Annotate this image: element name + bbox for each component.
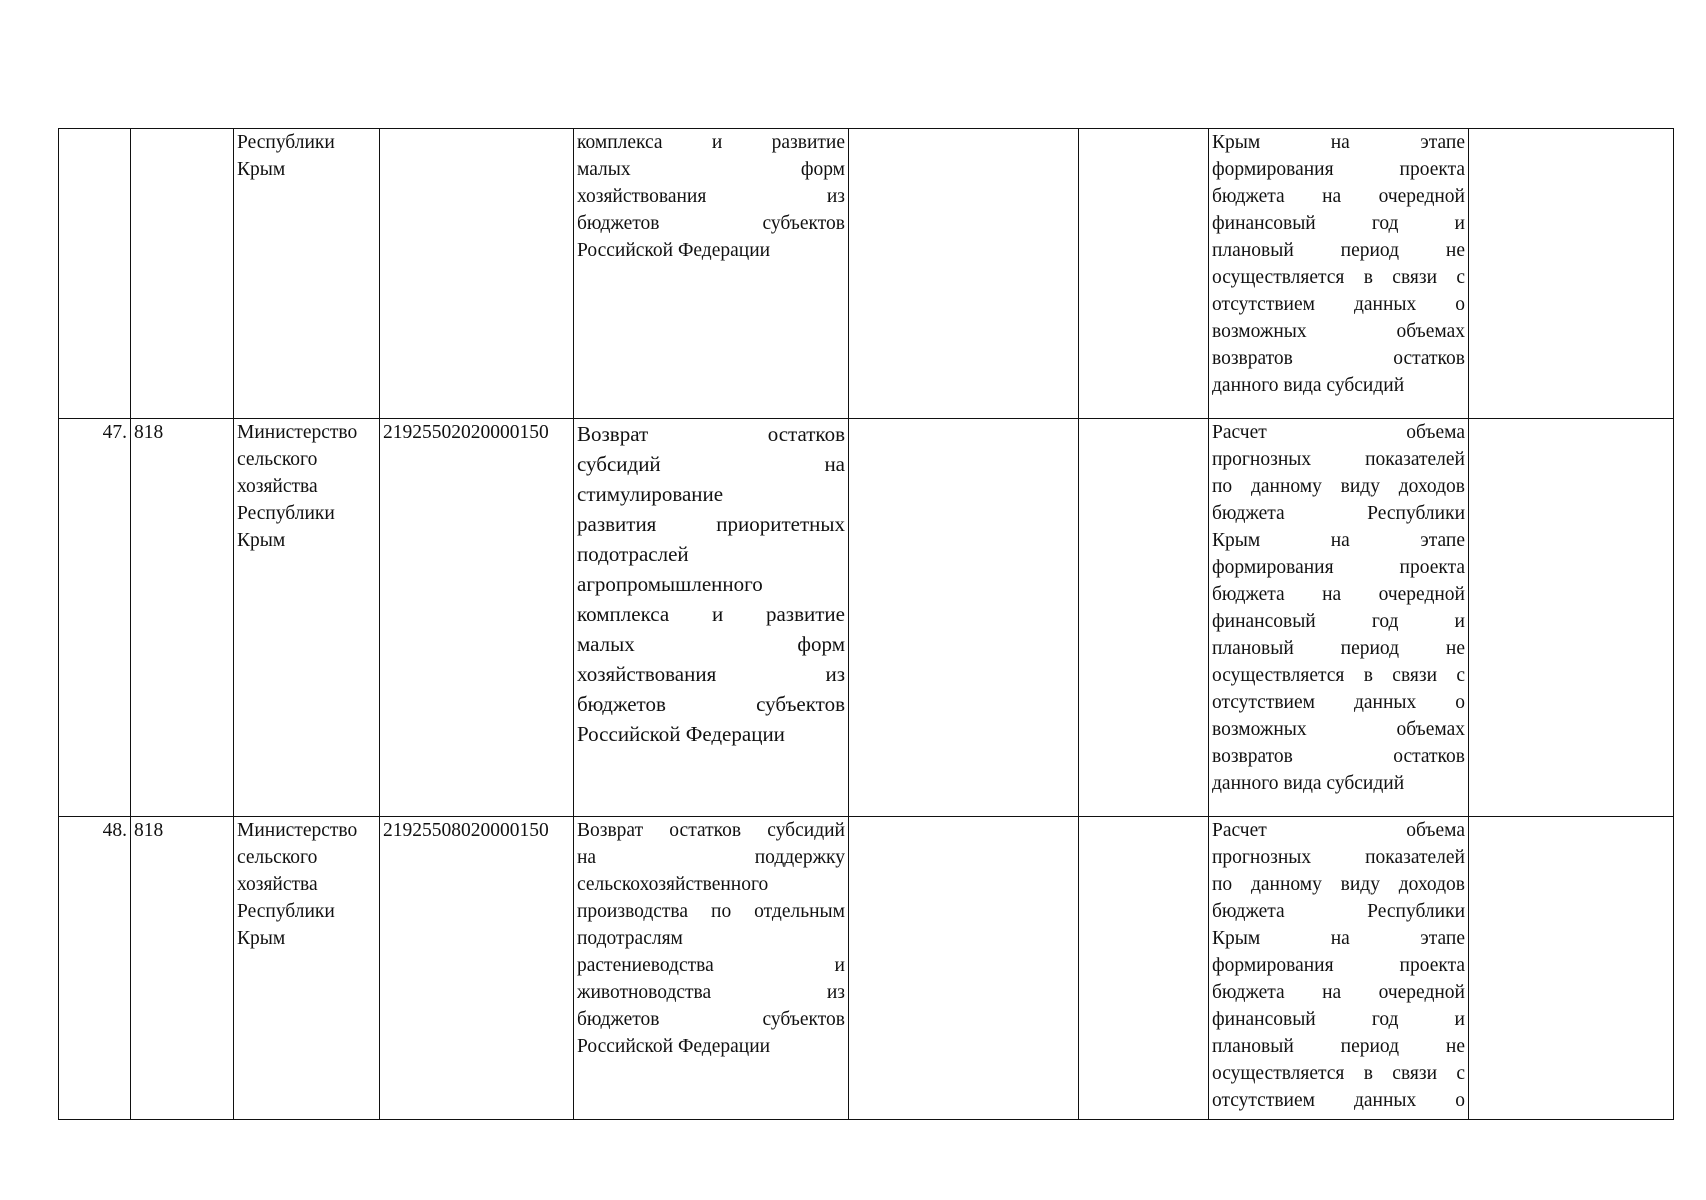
revenue-name-line: комплекса и развитие (577, 132, 845, 153)
revenue-name-line: сельскохозяйственного (577, 874, 769, 895)
ministry-line: Республики (237, 901, 335, 922)
admin-code-cell: 818 (131, 817, 234, 1120)
revenue-name-cell (574, 129, 849, 419)
kbk-code-cell: 21925502020000150 (380, 419, 574, 817)
method-line: отсутствием данных о (1212, 1090, 1465, 1111)
method-line: возможных объемах (1212, 321, 1465, 342)
row-number-cell: 48. (59, 817, 131, 1120)
revenue-name-line: Возврат остатков субсидий (577, 820, 845, 841)
revenue-name-line: Российской Федерации (577, 1036, 771, 1057)
table-row (59, 817, 1674, 1120)
method-line: Расчет объема (1212, 820, 1465, 841)
method-line: Крым на этапе (1212, 928, 1465, 949)
empty-cell (1079, 419, 1209, 817)
kbk-code-cell: 21925508020000150 (380, 817, 574, 1120)
revenue-name-line: хозяйствования из (577, 186, 845, 207)
method-cell (1209, 817, 1469, 1120)
empty-cell (849, 129, 1079, 419)
method-line: Крым на этапе (1212, 530, 1465, 551)
revenue-name-line: животноводства из (577, 982, 845, 1003)
method-line: плановый период не (1212, 638, 1465, 659)
empty-cell (849, 817, 1079, 1120)
revenue-name-line: Российской Федерации (577, 722, 785, 746)
method-line: плановый период не (1212, 240, 1465, 261)
method-line: отсутствием данных о (1212, 692, 1465, 713)
method-line: Крым на этапе (1212, 132, 1465, 153)
ministry-line: Крым (237, 159, 286, 180)
revenue-name-line: растениеводства и (577, 955, 845, 976)
empty-cell (1079, 129, 1209, 419)
revenue-name-line: субсидий на (577, 452, 845, 476)
empty-cell (1469, 419, 1674, 817)
method-line: плановый период не (1212, 1036, 1465, 1057)
method-line: формирования проекта (1212, 955, 1465, 976)
method-line: возвратов остатков (1212, 746, 1465, 767)
revenue-name-line: бюджетов субъектов (577, 1009, 845, 1030)
revenue-name-line: комплекса и развитие (577, 602, 845, 626)
empty-cell (1469, 129, 1674, 419)
ministry-line: сельского (237, 449, 318, 470)
revenue-name-line: Возврат остатков (577, 422, 845, 446)
ministry-line: Крым (237, 530, 286, 551)
ministry-line: Республики (237, 503, 335, 524)
revenue-name-line: малых форм (577, 159, 845, 180)
method-line: бюджета на очередной (1212, 186, 1465, 207)
method-line: по данному виду доходов (1212, 476, 1465, 497)
ministry-line: хозяйства (237, 476, 318, 497)
ministry-cell (234, 419, 380, 817)
method-line: прогнозных показателей (1212, 847, 1465, 868)
revenue-name-line: хозяйствования из (577, 662, 845, 686)
ministry-line: сельского (237, 847, 318, 868)
revenue-name-line: малых форм (577, 632, 845, 656)
empty-cell (1079, 817, 1209, 1120)
revenue-name-line: агропромышленного (577, 572, 763, 596)
method-line: осуществляется в связи с (1212, 267, 1465, 288)
method-line: бюджета на очередной (1212, 982, 1465, 1003)
ministry-cell (234, 817, 380, 1120)
admin-code-cell: 818 (131, 419, 234, 817)
method-line: финансовый год и (1212, 1009, 1465, 1030)
revenue-name-line: на поддержку (577, 847, 845, 868)
method-line: Расчет объема (1212, 422, 1465, 443)
ministry-line: Министерство (237, 820, 358, 841)
table-row (59, 419, 1674, 817)
revenue-name-line: подотраслям (577, 928, 683, 949)
method-line: возвратов остатков (1212, 348, 1465, 369)
ministry-line: хозяйства (237, 874, 318, 895)
method-line: осуществляется в связи с (1212, 665, 1465, 686)
method-line: отсутствием данных о (1212, 294, 1465, 315)
kbk-code-cell (380, 129, 574, 419)
method-line: бюджета на очередной (1212, 584, 1465, 605)
method-line: бюджета Республики (1212, 503, 1465, 524)
method-line: финансовый год и (1212, 611, 1465, 632)
ministry-cell (234, 129, 380, 419)
method-line: данного вида субсидий (1212, 773, 1405, 794)
table-row (59, 129, 1674, 419)
method-line: формирования проекта (1212, 557, 1465, 578)
ministry-line: Крым (237, 928, 286, 949)
revenue-name-line: стимулирование (577, 482, 724, 506)
method-cell (1209, 419, 1469, 817)
method-line: возможных объемах (1212, 719, 1465, 740)
revenue-name-line: развития приоритетных (577, 512, 845, 536)
revenue-name-line: производства по отдельным (577, 901, 845, 922)
method-line: прогнозных показателей (1212, 449, 1465, 470)
empty-cell (849, 419, 1079, 817)
revenue-name-cell (574, 817, 849, 1120)
revenue-table (58, 128, 1674, 1120)
method-line: формирования проекта (1212, 159, 1465, 180)
revenue-name-cell (574, 419, 849, 817)
method-cell (1209, 129, 1469, 419)
admin-code-cell (131, 129, 234, 419)
empty-cell (1469, 817, 1674, 1120)
method-line: бюджета Республики (1212, 901, 1465, 922)
revenue-name-line: бюджетов субъектов (577, 692, 845, 716)
row-number-cell: 47. (59, 419, 131, 817)
method-line: по данному виду доходов (1212, 874, 1465, 895)
method-line: финансовый год и (1212, 213, 1465, 234)
revenue-name-line: бюджетов субъектов (577, 213, 845, 234)
row-number-cell (59, 129, 131, 419)
revenue-name-line: подотраслей (577, 542, 689, 566)
revenue-name-line: Российской Федерации (577, 240, 771, 261)
ministry-line: Министерство (237, 422, 358, 443)
method-line: данного вида субсидий (1212, 375, 1405, 396)
ministry-line: Республики (237, 132, 335, 153)
method-line: осуществляется в связи с (1212, 1063, 1465, 1084)
